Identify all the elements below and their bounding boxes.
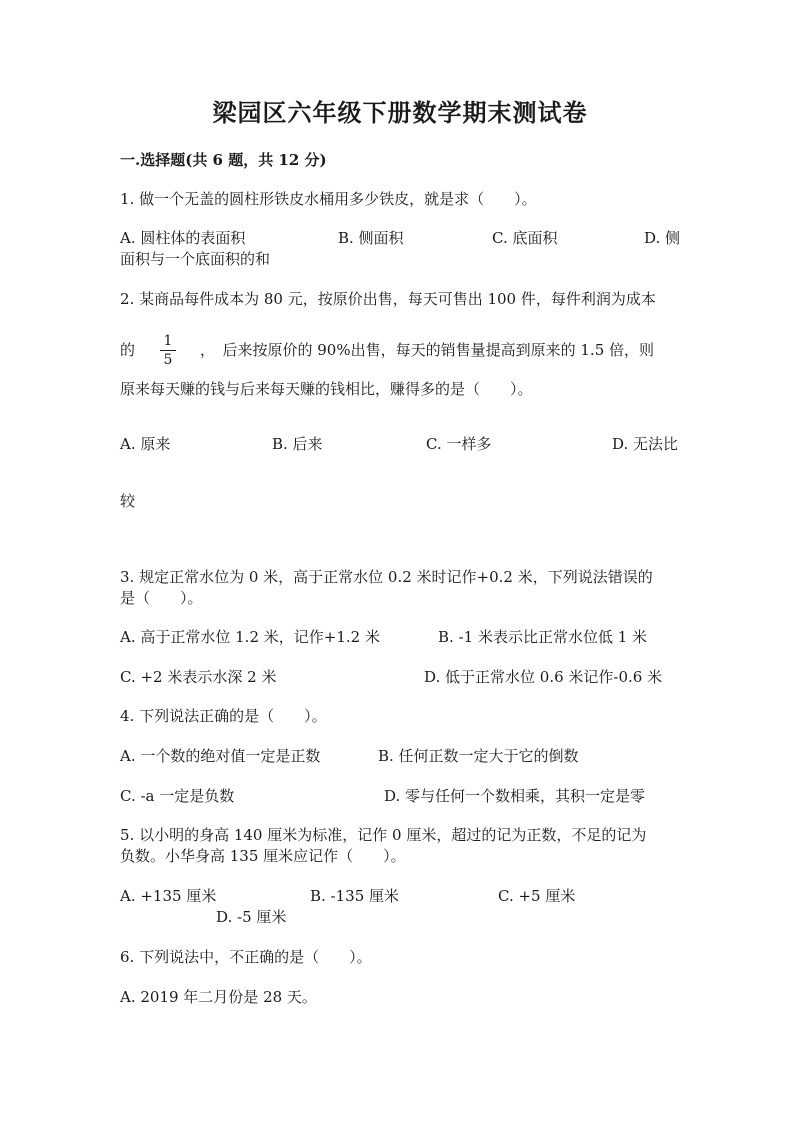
question-6-option-a: A. 2019 年二月份是 28 天。 [120,988,317,1006]
question-5-option-d: D. -5 厘米 [216,908,287,926]
question-4-option-d: D. 零与任何一个数相乘，其积一定是零 [384,787,646,805]
fraction-numerator: 1 [163,333,173,349]
question-1-stem: 1. 做一个无盖的圆柱形铁皮水桶用多少铁皮，就是求（ ）。 [120,190,537,208]
question-5-option-b: B. -135 厘米 [310,887,400,905]
question-2-option-b: B. 后来 [272,435,323,453]
question-2-line-2-end: ， 后来按原价的 90%出售，每天的销售量提高到原来的 1.5 倍，则 [200,341,655,359]
question-5-option-a: A. +135 厘米 [120,887,217,905]
fraction-one-fifth [158,333,178,368]
question-4-option-b: B. 任何正数一定大于它的倒数 [378,747,579,765]
question-5-line-1: 5. 以小明的身高 140 厘米为标准，记作 0 厘米，超过的记为正数，不足的记为 [120,826,647,844]
question-4-option-a: A. 一个数的绝对值一定是正数 [120,747,321,765]
question-6-stem: 6. 下列说法中，不正确的是（ ）。 [120,948,372,966]
question-2-line-1: 2. 某商品每件成本为 80 元，按原价出售，每天可售出 100 件，每件利润为成本 [120,290,656,308]
question-2-option-a: A. 原来 [120,435,171,453]
section-heading: 一.选择题(共 6 题，共 12 分) [120,151,327,169]
question-1-option-d-cont: 面积与一个底面积的和 [120,250,271,268]
question-2-line-2-start: 的 [120,341,136,359]
question-4-stem: 4. 下列说法正确的是（ ）。 [120,707,327,725]
question-1-option-a: A. 圆柱体的表面积 [120,229,246,247]
question-3-option-b: B. -1 米表示比正常水位低 1 米 [438,628,648,646]
question-3-option-c: C. +2 米表示水深 2 米 [120,668,277,686]
question-3-option-d: D. 低于正常水位 0.6 米记作-0.6 米 [424,668,663,686]
question-1-option-c: C. 底面积 [492,229,558,247]
question-2-option-d-cont: 较 [120,492,136,510]
question-2-option-d: D. 无法比 [612,435,679,453]
question-4-option-c: C. -a 一定是负数 [120,787,235,805]
question-3-line-2: 是（ ）。 [120,589,203,607]
fraction-bar [160,350,176,351]
fraction-denominator: 5 [163,352,173,368]
question-1-option-b: B. 侧面积 [338,229,404,247]
question-3-option-a: A. 高于正常水位 1.2 米，记作+1.2 米 [120,628,380,646]
question-3-line-1: 3. 规定正常水位为 0 米，高于正常水位 0.2 米时记作+0.2 米，下列说法错误的 [120,568,653,586]
question-5-line-2: 负数。小华身高 135 厘米应记作（ ）。 [120,847,406,865]
question-1-option-d: D. 侧 [644,229,681,247]
question-2-option-c: C. 一样多 [426,435,492,453]
question-2-line-3: 原来每天赚的钱与后来每天赚的钱相比，赚得多的是（ ）。 [120,380,533,398]
question-5-option-c: C. +5 厘米 [498,887,576,905]
page-title: 梁园区六年级下册数学期末测试卷 [212,98,588,127]
